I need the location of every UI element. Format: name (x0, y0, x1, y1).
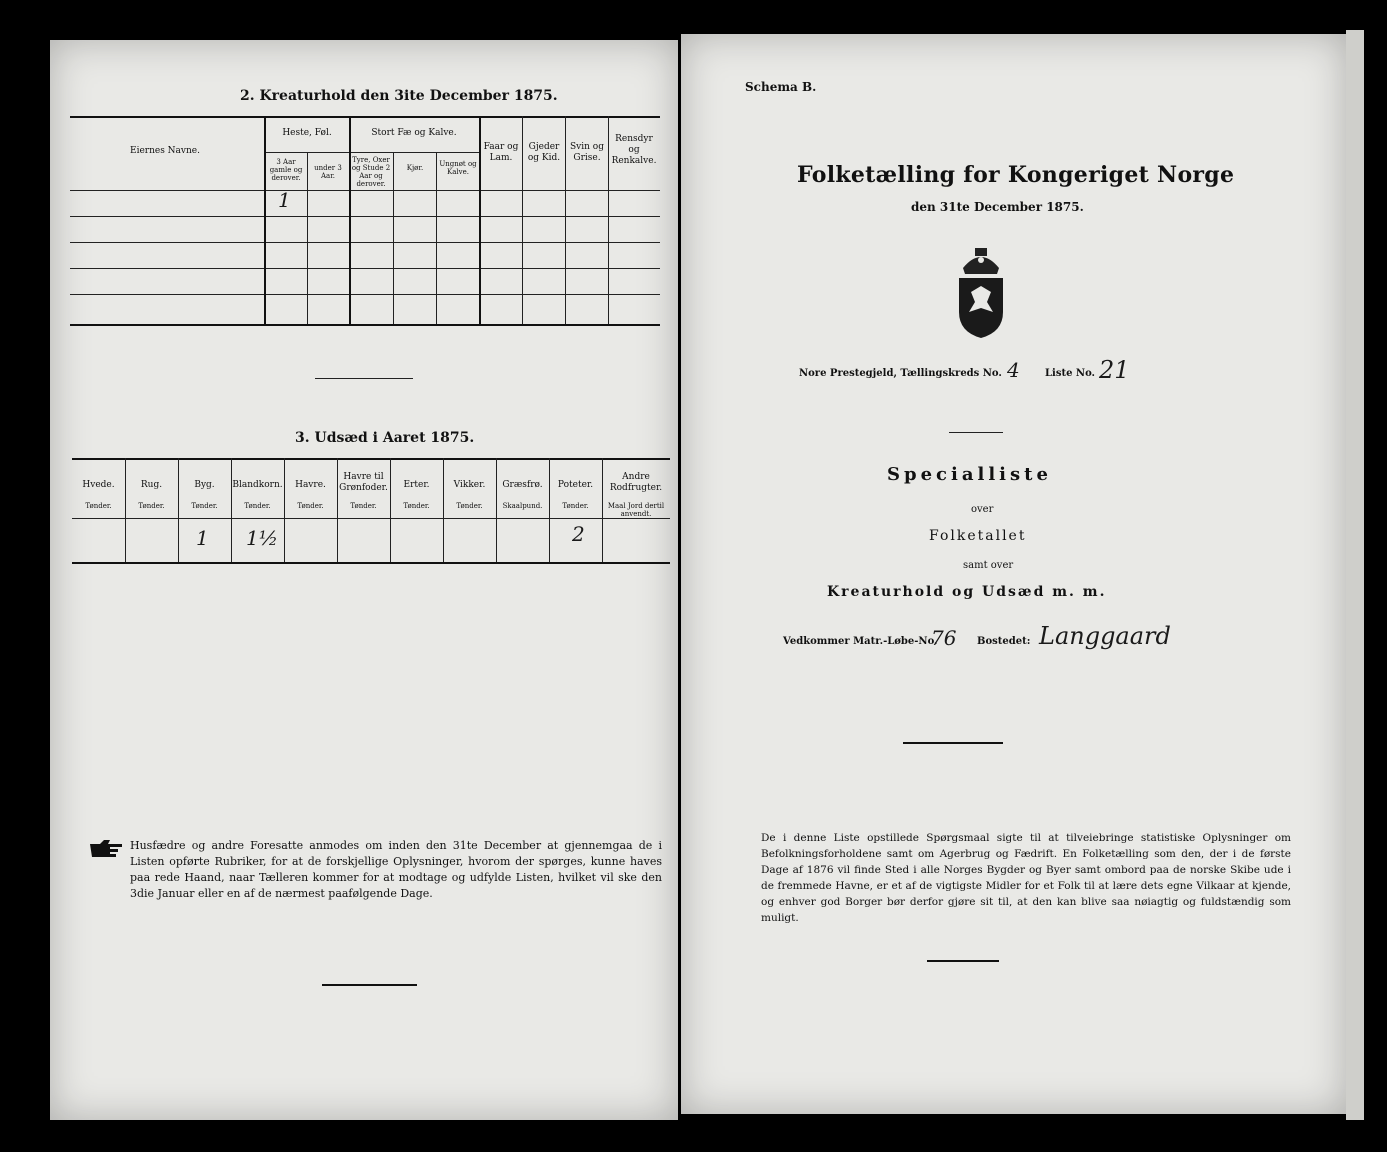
table-col (436, 152, 437, 324)
table-rule (70, 116, 660, 118)
table-col (349, 116, 351, 324)
udsaed-unit-blandkorn: Tønder. (244, 502, 271, 510)
udsaed-header-hvede: Hvede. (82, 480, 115, 490)
prestegjeld-label: Nore Prestegjeld, Tællingskreds No. (799, 368, 1002, 379)
udsaed-header-poteter: Poteter. (557, 480, 594, 490)
header-svin: Svin og Grise. (570, 142, 604, 163)
udsaed-unit-graesfro: Skaalpund. (502, 502, 543, 510)
udsaed-value-byg: 1 (196, 526, 209, 550)
header-heste-sub1: 3 Aar gamle og derover. (269, 158, 303, 182)
table-col (393, 152, 394, 324)
samt-over-text: samt over (963, 560, 1014, 571)
header-stort: Stort Fæ og Kalve. (371, 128, 457, 138)
bostedet-label: Bostedet: (977, 636, 1031, 647)
udsaed-unit-havre: Tønder. (297, 502, 324, 510)
udsaed-unit-rodfrugter: Maal Jord dertil anvendt. (607, 502, 665, 518)
table-rule (70, 268, 660, 269)
udsaed-header-erter: Erter. (403, 480, 430, 490)
table-col (549, 458, 550, 562)
udsaed-unit-vikker: Tønder. (456, 502, 483, 510)
kreaturhold-title: Kreaturhold og Udsæd m. m. (827, 584, 1107, 600)
liste-label: Liste No. (1045, 368, 1096, 379)
table-rule (72, 562, 670, 564)
specialliste-title: Specialliste (887, 464, 1052, 485)
udsaed-header-gronfoder: Havre til Grønfoder. (339, 472, 388, 493)
main-title: Folketælling for Kongeriget Norge (797, 162, 1235, 188)
divider (903, 742, 1003, 744)
coat-of-arms-icon (949, 246, 1013, 344)
udsaed-unit-poteter: Tønder. (562, 502, 589, 510)
divider (949, 432, 1003, 433)
table-col (284, 458, 285, 562)
matr-label: Vedkommer Matr.-Løbe-No. (783, 636, 938, 647)
udsaed-unit-erter: Tønder. (403, 502, 430, 510)
table-rule (265, 152, 479, 153)
divider (322, 984, 417, 986)
udsaed-header-blandkorn: Blandkorn. (232, 480, 283, 490)
header-heste: Heste, Føl. (282, 128, 332, 138)
table-col (264, 116, 266, 324)
page-edge (1346, 30, 1364, 1120)
header-faar: Faar og Lam. (483, 142, 519, 163)
liste-number: 21 (1099, 356, 1130, 384)
table-rule (72, 518, 670, 519)
header-stort-sub2: Kjør. (406, 164, 424, 172)
udsaed-header-graesfro: Græsfrø. (502, 480, 543, 490)
table-col (178, 458, 179, 562)
udsaed-unit-hvede: Tønder. (85, 502, 112, 510)
left-notice: Husfædre og andre Foresatte anmodes om inden den 31te December at gjennemgaa de i Listen opførte Rubriker, for at de forskjellige Oplysninger, hvorom der spørges, kunne haves paa rede Haand, naar Tælleren kommer for at modtage og udfylde Listen, hvilket vil ske den 3die Januar eller en af de nærmest paafølgende Dage. (130, 839, 662, 900)
table-col (496, 458, 497, 562)
right-page (681, 34, 1346, 1114)
table-rule (72, 458, 670, 460)
udsaed-header-vikker: Vikker. (453, 480, 486, 490)
left-page (50, 40, 678, 1120)
header-owner: Eiernes Navne. (130, 146, 200, 156)
divider (315, 378, 413, 379)
header-gjeder: Gjeder og Kid. (527, 142, 561, 163)
table-col (443, 458, 444, 562)
table-col (125, 458, 126, 562)
header-rensdyr: Rensdyr og Renkalve. (611, 134, 657, 166)
udsaed-header-byg: Byg. (194, 480, 215, 490)
table-rule (70, 324, 660, 326)
udsaed-unit-byg: Tønder. (191, 502, 218, 510)
header-stort-sub3: Ungnøt og Kalve. (439, 160, 477, 176)
section3-title: 3. Udsæd i Aaret 1875. (295, 430, 475, 446)
udsaed-value-blandkorn: 1½ (246, 526, 279, 550)
folketallet-text: Folketallet (929, 528, 1027, 544)
over-text: over (971, 504, 994, 515)
header-heste-sub2: under 3 Aar. (314, 164, 342, 180)
udsaed-unit-gronfoder: Tønder. (350, 502, 377, 510)
header-stort-sub1: Tyre, Oxer og Stude 2 Aar og derover. (351, 156, 391, 188)
kreatur-entry-heste: 1 (278, 188, 291, 212)
divider (927, 960, 999, 962)
udsaed-header-rodfrugter: Andre Rodfrugter. (609, 472, 663, 493)
pointing-hand-icon (88, 838, 124, 862)
table-col (390, 458, 391, 562)
kreds-number: 4 (1007, 358, 1020, 382)
matr-number: 76 (931, 626, 957, 650)
udsaed-header-rug: Rug. (140, 480, 163, 490)
table-rule (70, 216, 660, 217)
table-rule (70, 190, 660, 191)
census-date: den 31te December 1875. (911, 200, 1084, 214)
udsaed-value-poteter: 2 (572, 522, 585, 546)
section2-title: 2. Kreaturhold den 3ite December 1875. (240, 88, 558, 104)
udsaed-header-havre: Havre. (295, 480, 326, 490)
right-notice: De i denne Liste opstillede Spørgsmaal sigte til at tilveiebringe statistiske Oplysninger om Befolkningsforholdene samt om Agerbrug og Fædrift. En Folketælling som den, der i de første Dage af 1876 vil finde Sted i alle Norges Bygder og Byer samt ombord paa de norske Skibe ude i de fremmede Havne, er et af de vigtigste Midler for et Folk til at lære dets egne Vilkaar at kjende, og enhver god Borger bør derfor gjøre sit til, at den kan blive saa nøiagtig og fuldstændig som muligt. (761, 832, 1291, 924)
table-col (231, 458, 232, 562)
bostedet-value: Langgaard (1039, 622, 1171, 650)
table-rule (70, 242, 660, 243)
schema-label: Schema B. (745, 80, 817, 94)
table-rule (70, 294, 660, 295)
udsaed-unit-rug: Tønder. (138, 502, 165, 510)
